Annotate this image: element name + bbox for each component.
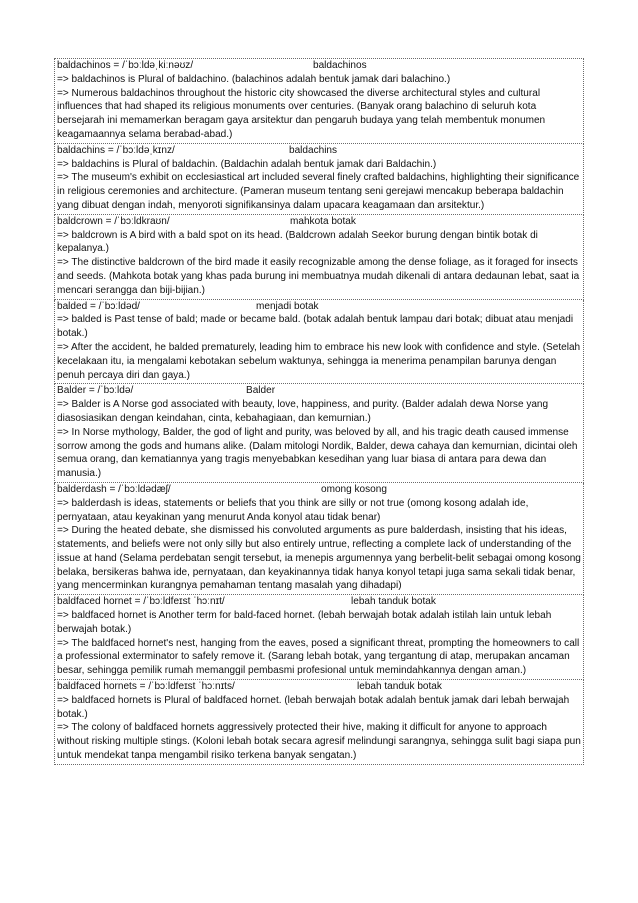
entry-definition: => balded is Past tense of bald; made or became bald. (botak adalah bentuk lampau dari botak; dibuat atau menjadi botak.): [57, 314, 574, 340]
entry-example: => The distinctive baldcrown of the bird made it easily recognizable among the dense foliage, as it foraged for insects and seeds. (Mahkota botak yang khas pada burung ini membuatnya mudah dikenali di antara dedaunan lebat, saat ia mencari serangga dan biji-bijian.): [57, 257, 580, 296]
dictionary-entry: [54, 483, 584, 595]
dictionary-entry: [54, 384, 584, 483]
dictionary-entry: [54, 144, 584, 215]
dictionary-entry: [54, 595, 584, 680]
dictionary-entry: [54, 215, 584, 300]
entry-header: [57, 215, 581, 229]
entry-header: [57, 59, 581, 73]
entry-definition: => Balder is A Norse god associated with beauty, love, happiness, and purity. (Balder adalah dewa Norse yang diasosiasikan dengan keindahan, cinta, kebahagiaan, dan kemurnian.): [57, 399, 549, 424]
entry-definition: => balderdash is ideas, statements or beliefs that you think are silly or not true (omong kosong adalah ide, pernyataan, atau keyakinan yang menurut Anda konyol atau tidak benar): [57, 497, 529, 523]
dictionary-entry: [54, 58, 584, 144]
entry-header: [57, 595, 581, 609]
entry-header: [57, 384, 581, 398]
entry-headword: baldfaced hornet = /ˈbɔːldfeɪst ˈhɔːnɪt/: [57, 596, 225, 608]
entry-translation: lebah tanduk botak: [351, 596, 436, 608]
entry-translation: omong kosong: [321, 483, 387, 495]
entry-example: => Numerous baldachinos throughout the historic city showcased the diverse architectural styles and cultural influences that had shaped its religious monuments over centuries. (Banyak orang balachino di seluruh kota bersejarah ini memamerkan beragam gaya arsitektur dan pengaruh budaya yang telah membentuk monumen keagamaannya selama berabad-abad.): [57, 87, 546, 140]
entry-translation: baldachins: [289, 144, 338, 156]
entry-header: [57, 680, 581, 694]
entry-translation: menjadi botak: [256, 300, 319, 312]
entry-example: => During the heated debate, she dismissed his convoluted arguments as pure balderdash, insisting that his ideas, statements, and beliefs were not only silly but also entirely untrue, reflecting a complete lack of understanding of the issue at hand (Selama perdebatan sengit tersebut, ia menepis argumennya yang berbelit-belit sebagai omong kosong belaka, bersikeras bahwa ide, pernyataan, dan keyakinannya tidak hanya konyol tetapi juga sama sekali tidak benar, yang mencerminkan kurangnya pemahaman tentang masalah yang dihadapi): [57, 525, 581, 592]
entry-header: [57, 144, 581, 158]
entry-example: => After the accident, he balded prematurely, leading him to embrace his new look with confidence and style. (Setelah kecelakaan itu, ia mengalami kebotakan sebelum waktunya, sehingga ia menerima penampilan barunya dengan penuh percaya diri dan gaya.): [57, 341, 581, 381]
entry-example: => The baldfaced hornet's nest, hanging from the eaves, posed a significant threat, prompting the homeowners to call a professional exterminator to safely remove it. (Sarang lebah botak, yang tergantung di atap, merupakan ancaman besar, sehingga pemilik rumah memanggil pembasmi profesional untuk memindahkannya dengan aman.): [57, 637, 580, 677]
dictionary-entry: [54, 300, 584, 385]
entry-headword: balderdash = /ˈbɔːldədæʃ/: [57, 483, 171, 495]
entry-translation: lebah tanduk botak: [357, 681, 442, 693]
entry-translation: Balder: [246, 385, 276, 397]
entry-headword: baldachins = /ˈbɔːldəˌkɪnz/: [57, 144, 175, 156]
entry-headword: Balder = /ˈbɔːldə/: [57, 385, 134, 397]
entry-definition: => baldachinos is Plural of baldachino. (balachinos adalah bentuk jamak dari balachino.): [57, 73, 451, 85]
dictionary-entry: [54, 680, 584, 765]
entry-headword: balded = /ˈbɔːldəd/: [57, 300, 140, 312]
entry-definition: => baldcrown is A bird with a bald spot on its head. (Baldcrown adalah Seekor burung dengan bintik botak di kepalanya.): [57, 229, 538, 255]
entry-headword: baldfaced hornets = /ˈbɔːldfeɪst ˈhɔːnɪts/: [57, 681, 235, 693]
entry-translation: mahkota botak: [290, 215, 356, 227]
entry-header: [57, 483, 581, 497]
entry-definition: => baldfaced hornets is Plural of baldfaced hornet. (lebah berwajah botak adalah bentuk jamak dari lebah berwajah botak.): [57, 694, 570, 720]
entry-example: => The museum's exhibit on ecclesiastical art included several finely crafted baldachins, highlighting their significance in religious ceremonies and architecture. (Pameran museum tentang seni gerejawi mencakup beberapa baldachin yang dibuat dengan indah, menyoroti signifikansinya dalam upacara keagamaan dan arsitektur.): [57, 172, 580, 211]
entry-definition: => baldfaced hornet is Another term for bald-faced hornet. (lebah berwajah botak adalah istilah lain untuk lebah berwajah botak.): [57, 610, 552, 635]
entry-headword: baldachinos = /ˈbɔːldəˌkiːnəʊz/: [57, 60, 194, 71]
entry-definition: => baldachins is Plural of baldachin. (Baldachin adalah bentuk jamak dari Baldachin.): [57, 158, 437, 170]
dictionary-page: [54, 58, 584, 765]
entry-header: [57, 300, 581, 314]
entry-headword: baldcrown = /ˈbɔːldkraʊn/: [57, 215, 170, 227]
entry-example: => The colony of baldfaced hornets aggressively protected their hive, making it difficult for anyone to approach without risking multiple stings. (Koloni lebah botak secara agresif melindungi sarangnya, sehingga sulit bagi siapa pun untuk mendekat tanpa mengambil risiko terkena banyak sengatan.): [57, 722, 581, 762]
entry-translation: baldachinos: [313, 60, 367, 71]
entry-example: => In Norse mythology, Balder, the god of light and purity, was beloved by all, and his tragic death caused immense sorrow among the gods and humans alike. (Dalam mitologi Nordik, Balder, dewa cahaya dan kemurnian, dicintai oleh semua orang, dan kematiannya yang tragis menyebabkan kesedihan yang luar biasa di antara para dewa dan manusia.): [57, 426, 578, 480]
